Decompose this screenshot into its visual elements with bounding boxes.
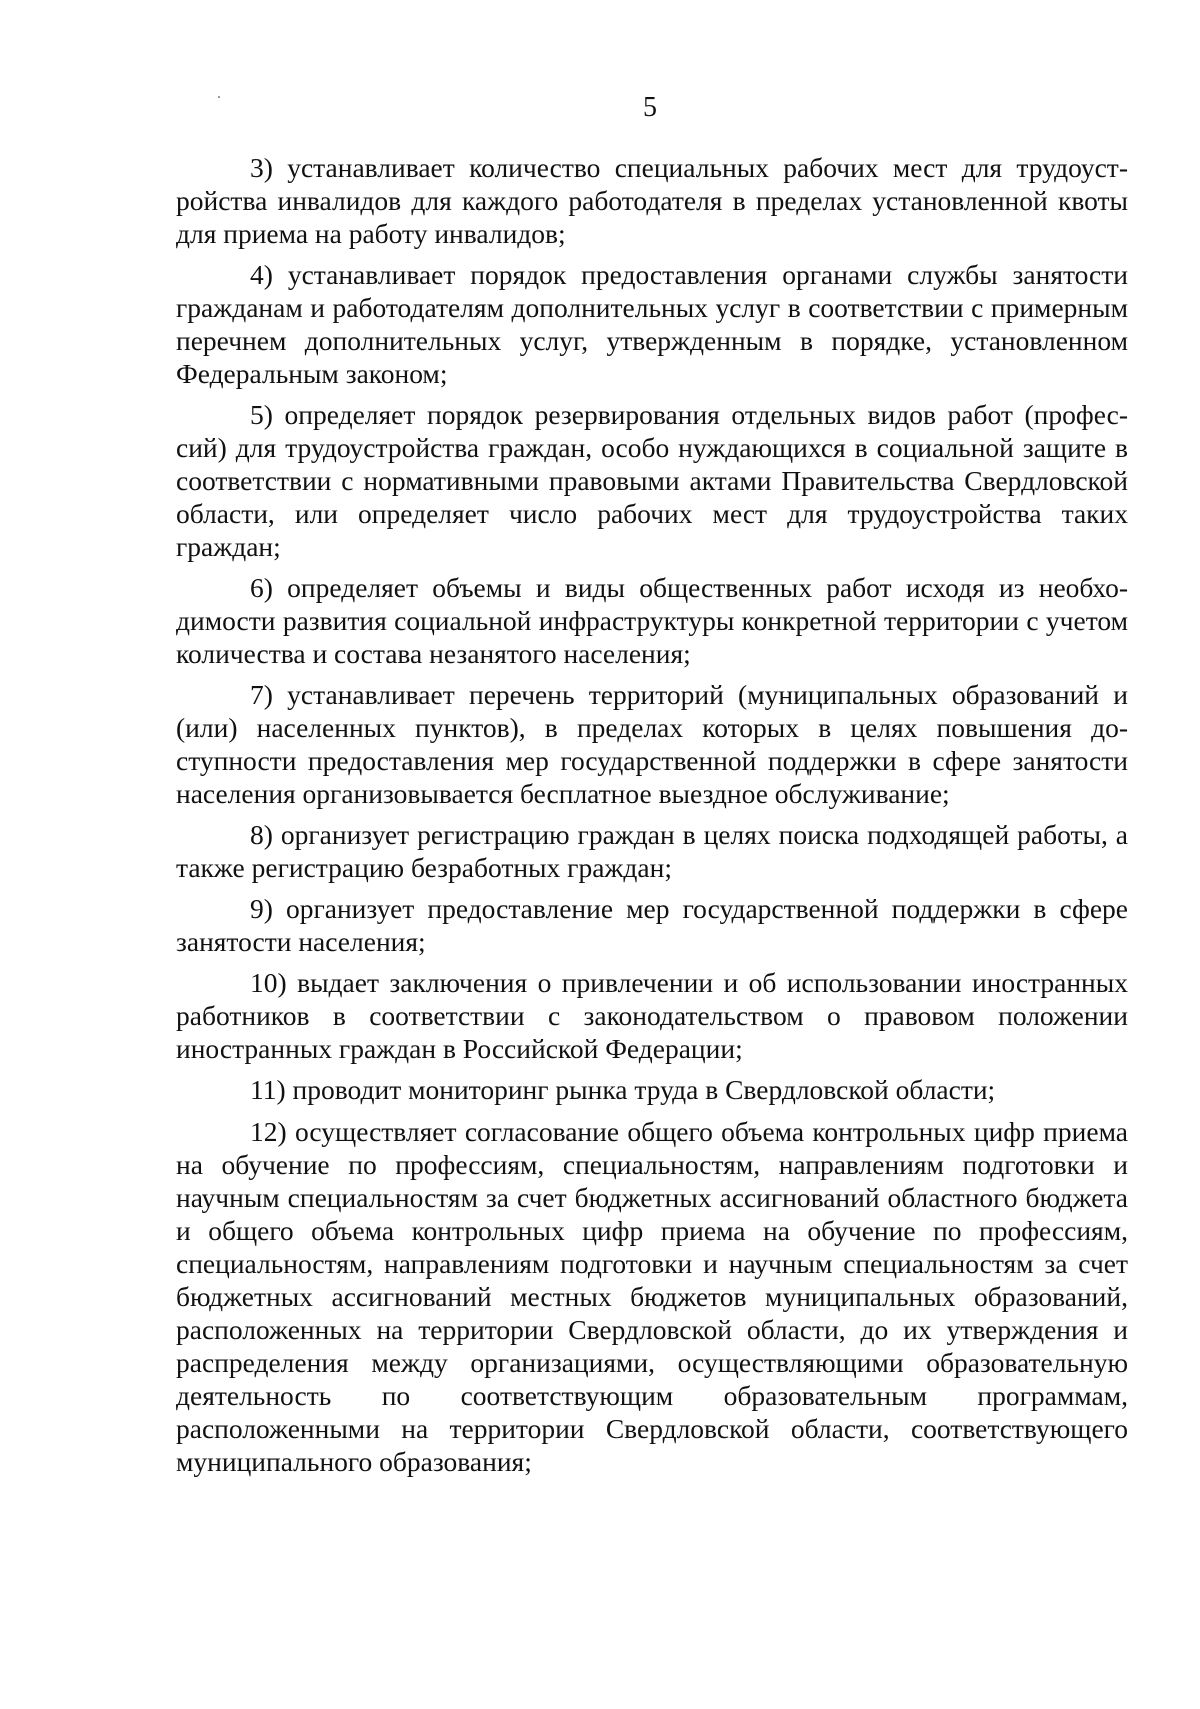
paragraph-item-9: 9) организует предоставление мер государственной поддержки в сфере занятости населения; <box>176 893 1128 957</box>
paragraph-item-6: 6) определяет объемы и виды общественных работ исходя из необходимости развития социальной инфраструктуры конкретной территории с учетом количества и состава незанятого населения; <box>176 572 1128 669</box>
paragraph-item-8: 8) организует регистрацию граждан в целях поиска подходящей работы, а также регистрацию безработных граждан; <box>176 819 1128 883</box>
paragraph-item-11: 11) проводит мониторинг рынка труда в Свердловской области; <box>250 1074 996 1105</box>
paragraph-item-12: 12) осуществляет согласование общего объема контрольных цифр приема на обучение по профессиям, специальностям, направлениям подготовки и научным специальностям за счет бюджетных ассигнований областного бюджета и общего объема контрольных цифр приема на обучение по профессиям, специальностям, направлениям подготовки и научным специальностям за счет бюджетных ассигнований местных бюджетов муниципальных образований, расположенных на территории Свердловской области, до их утверждения и распределения между организациями, осуществляющими образовательную деятельность по соответствующим образовательным программам, расположенными на территории Свердловской области, соответствующего муниципального образования; <box>176 1116 1128 1477</box>
paragraph-item-5: 5) определяет порядок резервирования отдельных видов работ (профессий) для трудоустройства граждан, особо нуждающихся в социальной защите в соответствии с нормативными правовыми актами Правительства Свердловской области, или определяет число рабочих мест для трудоустройства таких граждан; <box>176 399 1128 562</box>
paragraph-item-3: 3) устанавливает количество специальных рабочих мест для трудоустройства инвалидов для каждого работодателя в пределах установленной квоты для приема на работу инвалидов; <box>176 152 1128 249</box>
paragraph-item-7: 7) устанавливает перечень территорий (муниципальных образований и (или) населенных пунктов), в пределах которых в целях повышения доступности предоставления мер государственной поддержки в сфере занятости населения организовывается бесплатное выездное обслуживание; <box>176 679 1128 809</box>
document-body <box>176 151 1128 1486</box>
paragraph-item-10: 10) выдает заключения о привлечении и об использовании иностранных работников в соответствии с законодательством о правовом положении иностранных граждан в Российской Федерации; <box>176 967 1128 1064</box>
paragraph-item-4: 4) устанавливает порядок предоставления органами службы занятости гражданам и работодателям дополнительных услуг в соответствии с примерным перечнем дополнительных услуг, утвержденным в порядке, установленном Федеральным законом; <box>176 259 1128 389</box>
page-number: 5 <box>643 92 657 123</box>
